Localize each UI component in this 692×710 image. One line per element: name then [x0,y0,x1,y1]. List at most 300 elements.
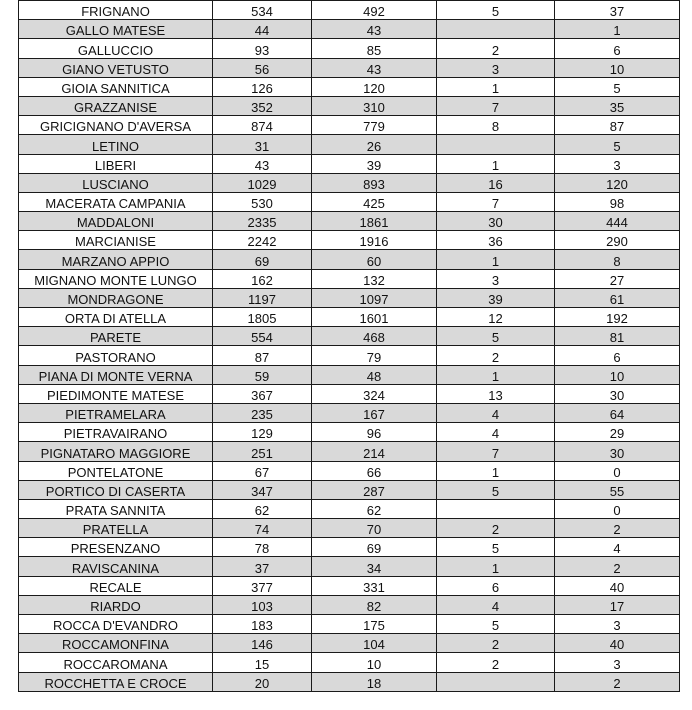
value-cell-3[interactable] [437,1,555,20]
value-cell-3[interactable] [437,116,555,135]
table-row [19,538,680,557]
value-cell-1[interactable] [213,384,312,403]
value-cell-1[interactable] [213,480,312,499]
value-cell-3[interactable] [437,442,555,461]
value-cell-2[interactable] [312,615,437,634]
cell-text: 129 [251,426,273,442]
cell-text: 67 [254,464,270,480]
table-row [19,20,680,39]
value-cell-2[interactable] [312,96,437,115]
value-cell-2[interactable] [312,461,437,480]
cell-text: 6 [491,579,500,595]
value-cell-4[interactable] [555,538,680,557]
cell-text: 62 [254,503,270,519]
value-cell-2[interactable] [312,519,437,538]
table-row [19,212,680,231]
value-cell-3[interactable] [437,403,555,422]
value-cell-1[interactable] [213,39,312,58]
cell-text: 530 [251,196,273,212]
value-cell-4[interactable] [555,116,680,135]
value-cell-1[interactable] [213,538,312,557]
value-cell-4[interactable] [555,192,680,211]
value-cell-3[interactable] [437,346,555,365]
value-cell-1[interactable] [213,634,312,653]
municipality-cell[interactable] [19,672,213,691]
table-row [19,499,680,518]
cell-text: 48 [366,368,382,384]
municipality-cell[interactable] [19,58,213,77]
cell-text: 31 [254,138,270,154]
municipality-cell[interactable] [19,116,213,135]
municipality-cell[interactable] [19,288,213,307]
value-cell-4[interactable] [555,384,680,403]
value-cell-1[interactable] [213,269,312,288]
value-cell-2[interactable] [312,154,437,173]
value-cell-4[interactable] [555,557,680,576]
value-cell-3[interactable] [437,480,555,499]
value-cell-3[interactable] [437,634,555,653]
value-cell-4[interactable] [555,173,680,192]
value-cell-1[interactable] [213,653,312,672]
table-row [19,403,680,422]
cell-text: 64 [609,407,625,423]
cell-text: 4 [613,541,621,557]
value-cell-1[interactable] [213,499,312,518]
cell-text: GALLO MATESE [65,23,166,39]
municipality-cell[interactable] [19,442,213,461]
cell-text: PONTELATONE [67,464,164,480]
cell-text: 4 [491,426,500,442]
cell-text: 183 [251,618,273,634]
value-cell-2[interactable] [312,634,437,653]
value-cell-3[interactable] [437,595,555,614]
cell-text: 70 [366,522,382,538]
value-cell-3[interactable] [437,154,555,173]
value-cell-4[interactable] [555,461,680,480]
value-cell-2[interactable] [312,212,437,231]
cell-text: 29 [609,426,625,442]
value-cell-2[interactable] [312,20,437,39]
table-row [19,595,680,614]
cell-text: ROCCAMONFINA [62,637,169,653]
value-cell-2[interactable] [312,672,437,691]
value-cell-1[interactable] [213,403,312,422]
cell-text: 35 [609,100,625,116]
municipality-cell[interactable] [19,1,213,20]
cell-text: 2335 [247,215,277,231]
cell-text: 0 [613,503,621,519]
value-cell-2[interactable] [312,499,437,518]
cell-text: PASTORANO [75,349,156,365]
cell-text: 69 [254,253,270,269]
cell-text: RAVISCANINA [71,560,160,576]
value-cell-3[interactable] [437,58,555,77]
value-cell-1[interactable] [213,365,312,384]
cell-text: 8 [491,119,500,135]
table-row [19,58,680,77]
municipality-cell[interactable] [19,173,213,192]
value-cell-2[interactable] [312,346,437,365]
municipality-cell[interactable] [19,192,213,211]
value-cell-1[interactable] [213,442,312,461]
cell-text: MACERATA CAMPANIA [45,196,186,212]
value-cell-3[interactable] [437,173,555,192]
cell-text: 1029 [247,176,277,192]
value-cell-1[interactable] [213,135,312,154]
value-cell-3[interactable] [437,672,555,691]
municipality-cell[interactable] [19,461,213,480]
value-cell-1[interactable] [213,595,312,614]
cell-text: 5 [491,483,500,499]
municipality-cell[interactable] [19,480,213,499]
value-cell-3[interactable] [437,39,555,58]
value-cell-4[interactable] [555,672,680,691]
municipality-cell[interactable] [19,499,213,518]
cell-text: 43 [366,61,382,77]
value-cell-3[interactable] [437,327,555,346]
value-cell-3[interactable] [437,96,555,115]
value-cell-1[interactable] [213,77,312,96]
value-cell-3[interactable] [437,250,555,269]
cell-text: 5 [613,80,621,96]
cell-text: LUSCIANO [82,176,149,192]
cell-text: 74 [254,522,270,538]
cell-text: 3 [613,618,621,634]
value-cell-2[interactable] [312,576,437,595]
value-cell-4[interactable] [555,288,680,307]
cell-text: 2 [491,656,500,672]
value-cell-3[interactable] [437,269,555,288]
cell-text: 120 [363,80,385,96]
cell-text: 3 [491,272,500,288]
value-cell-2[interactable] [312,192,437,211]
municipality-cell[interactable] [19,308,213,327]
cell-text: 554 [251,330,273,346]
value-cell-4[interactable] [555,231,680,250]
cell-text: ROCCAROMANA [63,656,168,672]
value-cell-1[interactable] [213,519,312,538]
cell-text: PIEDIMONTE MATESE [47,387,184,403]
value-cell-3[interactable] [437,499,555,518]
value-cell-3[interactable] [437,308,555,327]
value-cell-1[interactable] [213,423,312,442]
value-cell-4[interactable] [555,615,680,634]
value-cell-4[interactable] [555,20,680,39]
value-cell-2[interactable] [312,327,437,346]
value-cell-2[interactable] [312,135,437,154]
cell-text: PIANA DI MONTE VERNA [38,368,193,384]
value-cell-3[interactable] [437,77,555,96]
table-row [19,557,680,576]
table-row [19,519,680,538]
value-cell-4[interactable] [555,96,680,115]
cell-text: 1 [491,560,500,576]
municipality-cell[interactable] [19,20,213,39]
value-cell-1[interactable] [213,288,312,307]
value-cell-3[interactable] [437,384,555,403]
value-cell-3[interactable] [437,212,555,231]
cell-text: 1861 [359,215,389,231]
municipality-cell[interactable] [19,403,213,422]
value-cell-1[interactable] [213,212,312,231]
cell-text: 1 [491,253,500,269]
municipality-cell[interactable] [19,135,213,154]
cell-text: PARETE [89,330,142,346]
municipality-cell[interactable] [19,557,213,576]
value-cell-4[interactable] [555,1,680,20]
value-cell-2[interactable] [312,557,437,576]
cell-text: 10 [609,368,625,384]
municipality-cell[interactable] [19,231,213,250]
cell-text: ORTA DI ATELLA [64,311,167,327]
value-cell-4[interactable] [555,212,680,231]
table-row [19,1,680,20]
municipality-cell[interactable] [19,653,213,672]
spreadsheet-sheet [18,0,679,692]
municipality-cell[interactable] [19,77,213,96]
table-row [19,634,680,653]
cell-text: ROCCHETTA E CROCE [44,675,187,691]
value-cell-2[interactable] [312,58,437,77]
value-cell-3[interactable] [437,423,555,442]
municipality-cell[interactable] [19,96,213,115]
value-cell-4[interactable] [555,269,680,288]
cell-text: 534 [251,4,273,20]
value-cell-1[interactable] [213,58,312,77]
cell-text: PIETRAVAIRANO [63,426,168,442]
cell-text: 120 [606,176,628,192]
cell-text: 2 [491,522,500,538]
value-cell-4[interactable] [555,135,680,154]
value-cell-2[interactable] [312,116,437,135]
municipality-cell[interactable] [19,250,213,269]
value-cell-3[interactable] [437,538,555,557]
cell-text: 6 [613,42,621,58]
municipality-cell[interactable] [19,615,213,634]
cell-text: PORTICO DI CASERTA [45,483,186,499]
value-cell-1[interactable] [213,231,312,250]
value-cell-2[interactable] [312,480,437,499]
value-cell-2[interactable] [312,538,437,557]
value-cell-4[interactable] [555,595,680,614]
value-cell-3[interactable] [437,519,555,538]
value-cell-1[interactable] [213,346,312,365]
value-cell-3[interactable] [437,365,555,384]
value-cell-4[interactable] [555,480,680,499]
cell-text: 2 [491,349,500,365]
table-row [19,576,680,595]
cell-text: PIETRAMELARA [65,407,166,423]
value-cell-1[interactable] [213,615,312,634]
value-cell-2[interactable] [312,288,437,307]
value-cell-4[interactable] [555,634,680,653]
cell-text: 43 [254,157,270,173]
value-cell-2[interactable] [312,653,437,672]
cell-text: 2 [613,560,621,576]
value-cell-2[interactable] [312,595,437,614]
cell-text: 1805 [247,311,277,327]
value-cell-1[interactable] [213,327,312,346]
table-row [19,327,680,346]
cell-text: 7 [491,196,500,212]
cell-text: 5 [491,330,500,346]
cell-text: 55 [609,483,625,499]
value-cell-2[interactable] [312,231,437,250]
value-cell-1[interactable] [213,557,312,576]
value-cell-4[interactable] [555,346,680,365]
value-cell-3[interactable] [437,20,555,39]
value-cell-1[interactable] [213,173,312,192]
cell-text: 2 [491,42,500,58]
municipality-cell[interactable] [19,346,213,365]
table-row [19,480,680,499]
cell-text: 1 [491,80,500,96]
municipality-cell[interactable] [19,327,213,346]
value-cell-3[interactable] [437,231,555,250]
value-cell-3[interactable] [437,461,555,480]
cell-text: 69 [366,541,382,557]
cell-text: 30 [609,387,625,403]
value-cell-2[interactable] [312,365,437,384]
cell-text: 17 [609,599,625,614]
value-cell-4[interactable] [555,576,680,595]
value-cell-1[interactable] [213,1,312,20]
value-cell-4[interactable] [555,327,680,346]
value-cell-4[interactable] [555,77,680,96]
cell-text: 5 [491,541,500,557]
value-cell-2[interactable] [312,250,437,269]
cell-text: 7 [491,100,500,116]
value-cell-4[interactable] [555,58,680,77]
value-cell-4[interactable] [555,308,680,327]
cell-text: 167 [363,407,385,423]
value-cell-1[interactable] [213,116,312,135]
value-cell-2[interactable] [312,1,437,20]
municipality-cell[interactable] [19,212,213,231]
cell-text: 44 [254,23,270,39]
municipality-cell[interactable] [19,365,213,384]
cell-text: 62 [366,503,382,519]
value-cell-4[interactable] [555,653,680,672]
cell-text: 27 [609,272,625,288]
value-cell-2[interactable] [312,269,437,288]
cell-text: MIGNANO MONTE LUNGO [34,272,197,288]
cell-text: 30 [488,215,503,231]
value-cell-2[interactable] [312,173,437,192]
cell-text: 1 [491,157,500,173]
value-cell-4[interactable] [555,365,680,384]
cell-text: 874 [251,119,273,135]
table-row [19,615,680,634]
cell-text: 4 [491,599,500,614]
cell-text: 377 [251,579,273,595]
municipality-cell[interactable] [19,538,213,557]
cell-text: GALLUCCIO [77,42,154,58]
value-cell-3[interactable] [437,653,555,672]
value-cell-4[interactable] [555,442,680,461]
municipality-cell[interactable] [19,634,213,653]
cell-text: 60 [366,253,382,269]
cell-text: 20 [254,675,270,691]
cell-text: 132 [363,272,385,288]
cell-text: 175 [363,618,385,634]
value-cell-4[interactable] [555,403,680,422]
cell-text: 1601 [359,311,389,327]
cell-text: 37 [254,560,270,576]
table-row [19,250,680,269]
municipality-cell[interactable] [19,576,213,595]
municipality-cell[interactable] [19,39,213,58]
value-cell-1[interactable] [213,192,312,211]
cell-text: 18 [366,675,382,691]
cell-text: 66 [366,464,382,480]
value-cell-1[interactable] [213,250,312,269]
municipality-cell[interactable] [19,423,213,442]
cell-text: 5 [491,4,500,20]
value-cell-4[interactable] [555,423,680,442]
cell-text: MONDRAGONE [67,292,164,307]
cell-text: MARZANO APPIO [61,253,170,269]
table-row [19,231,680,250]
municipality-cell[interactable] [19,595,213,614]
value-cell-4[interactable] [555,499,680,518]
value-cell-3[interactable] [437,288,555,307]
value-cell-4[interactable] [555,519,680,538]
value-cell-2[interactable] [312,77,437,96]
value-cell-4[interactable] [555,39,680,58]
value-cell-2[interactable] [312,403,437,422]
value-cell-4[interactable] [555,250,680,269]
cell-text: 16 [488,176,503,192]
value-cell-4[interactable] [555,154,680,173]
value-cell-2[interactable] [312,308,437,327]
municipality-cell[interactable] [19,154,213,173]
value-cell-3[interactable] [437,576,555,595]
value-cell-1[interactable] [213,461,312,480]
cell-text: PRESENZANO [70,541,161,557]
cell-text: LIBERI [94,157,137,173]
municipality-cell[interactable] [19,384,213,403]
value-cell-3[interactable] [437,192,555,211]
table-row [19,96,680,115]
cell-text: 10 [366,656,382,672]
value-cell-2[interactable] [312,442,437,461]
value-cell-3[interactable] [437,615,555,634]
cell-text: 40 [609,637,625,653]
value-cell-1[interactable] [213,576,312,595]
value-cell-1[interactable] [213,672,312,691]
value-cell-1[interactable] [213,20,312,39]
value-cell-2[interactable] [312,384,437,403]
table-row [19,116,680,135]
municipality-cell[interactable] [19,519,213,538]
value-cell-2[interactable] [312,423,437,442]
value-cell-3[interactable] [437,557,555,576]
cell-text: 893 [363,176,385,192]
table-row [19,154,680,173]
cell-text: 1197 [248,292,276,307]
value-cell-3[interactable] [437,135,555,154]
table-row [19,173,680,192]
cell-text: LETINO [92,138,139,154]
cell-text: 81 [609,330,625,346]
municipality-cell[interactable] [19,269,213,288]
cell-text: PIGNATARO MAGGIORE [40,445,191,461]
value-cell-1[interactable] [213,308,312,327]
value-cell-1[interactable] [213,154,312,173]
value-cell-1[interactable] [213,96,312,115]
value-cell-2[interactable] [312,39,437,58]
